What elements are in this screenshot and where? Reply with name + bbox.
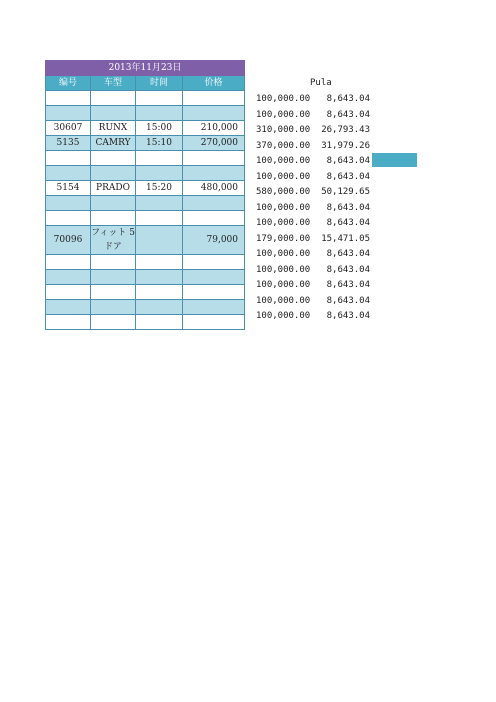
conversion-row [252, 123, 370, 138]
amount-value[interactable]: 100,000.00 [256, 94, 311, 104]
price-table [45, 60, 245, 330]
cell-id[interactable]: 30607 [46, 121, 91, 136]
amount-value[interactable]: 100,000.00 [256, 171, 311, 182]
cell-model[interactable] [91, 151, 136, 166]
cell-price[interactable] [183, 255, 245, 270]
conversion-row [252, 139, 370, 154]
cell-model[interactable] [91, 106, 136, 121]
cell-time[interactable]: 15:00 [136, 121, 183, 136]
cell-id[interactable] [46, 315, 91, 330]
table-row [46, 300, 245, 315]
conversion-row [252, 309, 370, 324]
cell-model[interactable] [91, 270, 136, 285]
cell-id[interactable] [46, 151, 91, 166]
cell-price[interactable] [183, 151, 245, 166]
cell-time[interactable] [136, 226, 183, 255]
cell-time[interactable] [136, 300, 183, 315]
cell-id[interactable] [46, 196, 91, 211]
cell-model[interactable] [91, 211, 136, 226]
amount-value[interactable]: 370,000.00 [256, 140, 311, 151]
table-body [46, 91, 245, 330]
conversion-row [252, 247, 370, 262]
cell-time[interactable] [136, 151, 183, 166]
cell-time[interactable] [136, 285, 183, 300]
cell-model[interactable] [91, 255, 136, 270]
cell-model[interactable] [91, 300, 136, 315]
cell-price[interactable] [183, 285, 245, 300]
amount-value[interactable]: 100,000.00 [256, 311, 311, 321]
cell-time[interactable] [136, 166, 183, 181]
table-row [46, 121, 245, 136]
cell-price[interactable]: 79,000 [183, 226, 245, 255]
cell-id[interactable] [46, 255, 91, 270]
converted-value[interactable]: 31,979.26 [321, 140, 370, 151]
conversion-row [252, 263, 370, 278]
cell-model[interactable] [91, 91, 136, 106]
converted-value[interactable]: 8,643.04 [326, 156, 370, 166]
conversion-row [252, 154, 370, 169]
converted-value[interactable]: 8,643.04 [326, 202, 370, 213]
currency-label: Pula [310, 78, 332, 88]
converted-value[interactable]: 8,643.04 [326, 295, 370, 306]
table-row [46, 315, 245, 330]
amount-value[interactable]: 100,000.00 [256, 218, 311, 228]
cell-model[interactable]: RUNX [91, 121, 136, 136]
cell-id[interactable] [46, 285, 91, 300]
table-row [46, 136, 245, 151]
table-row [46, 166, 245, 181]
amount-value[interactable]: 100,000.00 [256, 109, 311, 120]
conversion-row [252, 185, 370, 200]
conversion-row [252, 170, 370, 185]
cell-time[interactable] [136, 211, 183, 226]
converted-value[interactable]: 8,643.04 [326, 264, 370, 275]
cell-time[interactable] [136, 106, 183, 121]
conversion-row [252, 92, 370, 107]
header-model[interactable]: 车型 [91, 76, 136, 91]
amount-value[interactable]: 580,000.00 [256, 187, 311, 197]
cell-model[interactable]: フィット 5ドア [91, 226, 136, 255]
converted-value[interactable]: 50,129.65 [321, 187, 370, 197]
cell-price[interactable] [183, 106, 245, 121]
cell-model[interactable] [91, 285, 136, 300]
table-row [46, 181, 245, 196]
converted-value[interactable]: 8,643.04 [326, 311, 370, 321]
table-title[interactable]: 2013年11月23日 [46, 61, 245, 76]
conversion-row [252, 201, 370, 216]
converted-value[interactable]: 8,643.04 [326, 249, 370, 259]
amount-value[interactable]: 179,000.00 [256, 233, 311, 244]
cell-model[interactable] [91, 166, 136, 181]
converted-value[interactable]: 8,643.04 [326, 109, 370, 120]
cell-price[interactable]: 270,000 [183, 136, 245, 151]
table-row [46, 211, 245, 226]
cell-price[interactable] [183, 270, 245, 285]
amount-value[interactable]: 100,000.00 [256, 156, 311, 166]
cell-id[interactable]: 5154 [46, 181, 91, 196]
converted-value[interactable]: 26,793.43 [321, 125, 370, 135]
conversion-row [252, 278, 370, 293]
amount-value[interactable]: 100,000.00 [256, 202, 311, 213]
converted-value[interactable]: 8,643.04 [326, 218, 370, 228]
cell-model[interactable] [91, 315, 136, 330]
table-row [46, 285, 245, 300]
cell-time[interactable]: 15:20 [136, 181, 183, 196]
conversion-row [252, 232, 370, 247]
table-row [46, 151, 245, 166]
cell-time[interactable] [136, 196, 183, 211]
table-row [46, 91, 245, 106]
table-row [46, 270, 245, 285]
cell-price[interactable] [183, 166, 245, 181]
cell-price[interactable] [183, 300, 245, 315]
cell-id[interactable] [46, 211, 91, 226]
amount-value[interactable]: 100,000.00 [256, 264, 311, 275]
cell-model[interactable] [91, 196, 136, 211]
converted-value[interactable]: 8,643.04 [326, 94, 370, 104]
converted-value[interactable]: 8,643.04 [326, 280, 370, 290]
converted-value[interactable]: 15,471.05 [321, 233, 370, 244]
selected-cell[interactable] [372, 153, 417, 167]
converted-value[interactable]: 8,643.04 [326, 171, 370, 182]
header-price[interactable]: 价格 [183, 76, 245, 91]
amount-value[interactable]: 100,000.00 [256, 280, 311, 290]
cell-id[interactable] [46, 166, 91, 181]
cell-price[interactable]: 210,000 [183, 121, 245, 136]
cell-price[interactable] [183, 91, 245, 106]
cell-model[interactable]: CAMRY [91, 136, 136, 151]
cell-price[interactable] [183, 196, 245, 211]
cell-time[interactable] [136, 315, 183, 330]
table-row [46, 106, 245, 121]
cell-time[interactable]: 15:10 [136, 136, 183, 151]
cell-model[interactable]: PRADO [91, 181, 136, 196]
cell-id[interactable]: 5135 [46, 136, 91, 151]
conversion-row [252, 294, 370, 309]
table-row [46, 255, 245, 270]
cell-id[interactable] [46, 106, 91, 121]
cell-price[interactable] [183, 211, 245, 226]
amount-value[interactable]: 310,000.00 [256, 125, 311, 135]
cell-time[interactable] [136, 270, 183, 285]
cell-price[interactable] [183, 315, 245, 330]
conversion-row [252, 216, 370, 231]
cell-price[interactable]: 480,000 [183, 181, 245, 196]
cell-id[interactable]: 70096 [46, 226, 91, 255]
table-row [46, 226, 245, 255]
cell-id[interactable] [46, 91, 91, 106]
cell-id[interactable] [46, 270, 91, 285]
table-row [46, 196, 245, 211]
conversion-row [252, 108, 370, 123]
cell-time[interactable] [136, 255, 183, 270]
amount-value[interactable]: 100,000.00 [256, 295, 311, 306]
amount-value[interactable]: 100,000.00 [256, 249, 311, 259]
cell-id[interactable] [46, 300, 91, 315]
header-id[interactable]: 编号 [46, 76, 91, 91]
cell-time[interactable] [136, 91, 183, 106]
header-time[interactable]: 时间 [136, 76, 183, 91]
